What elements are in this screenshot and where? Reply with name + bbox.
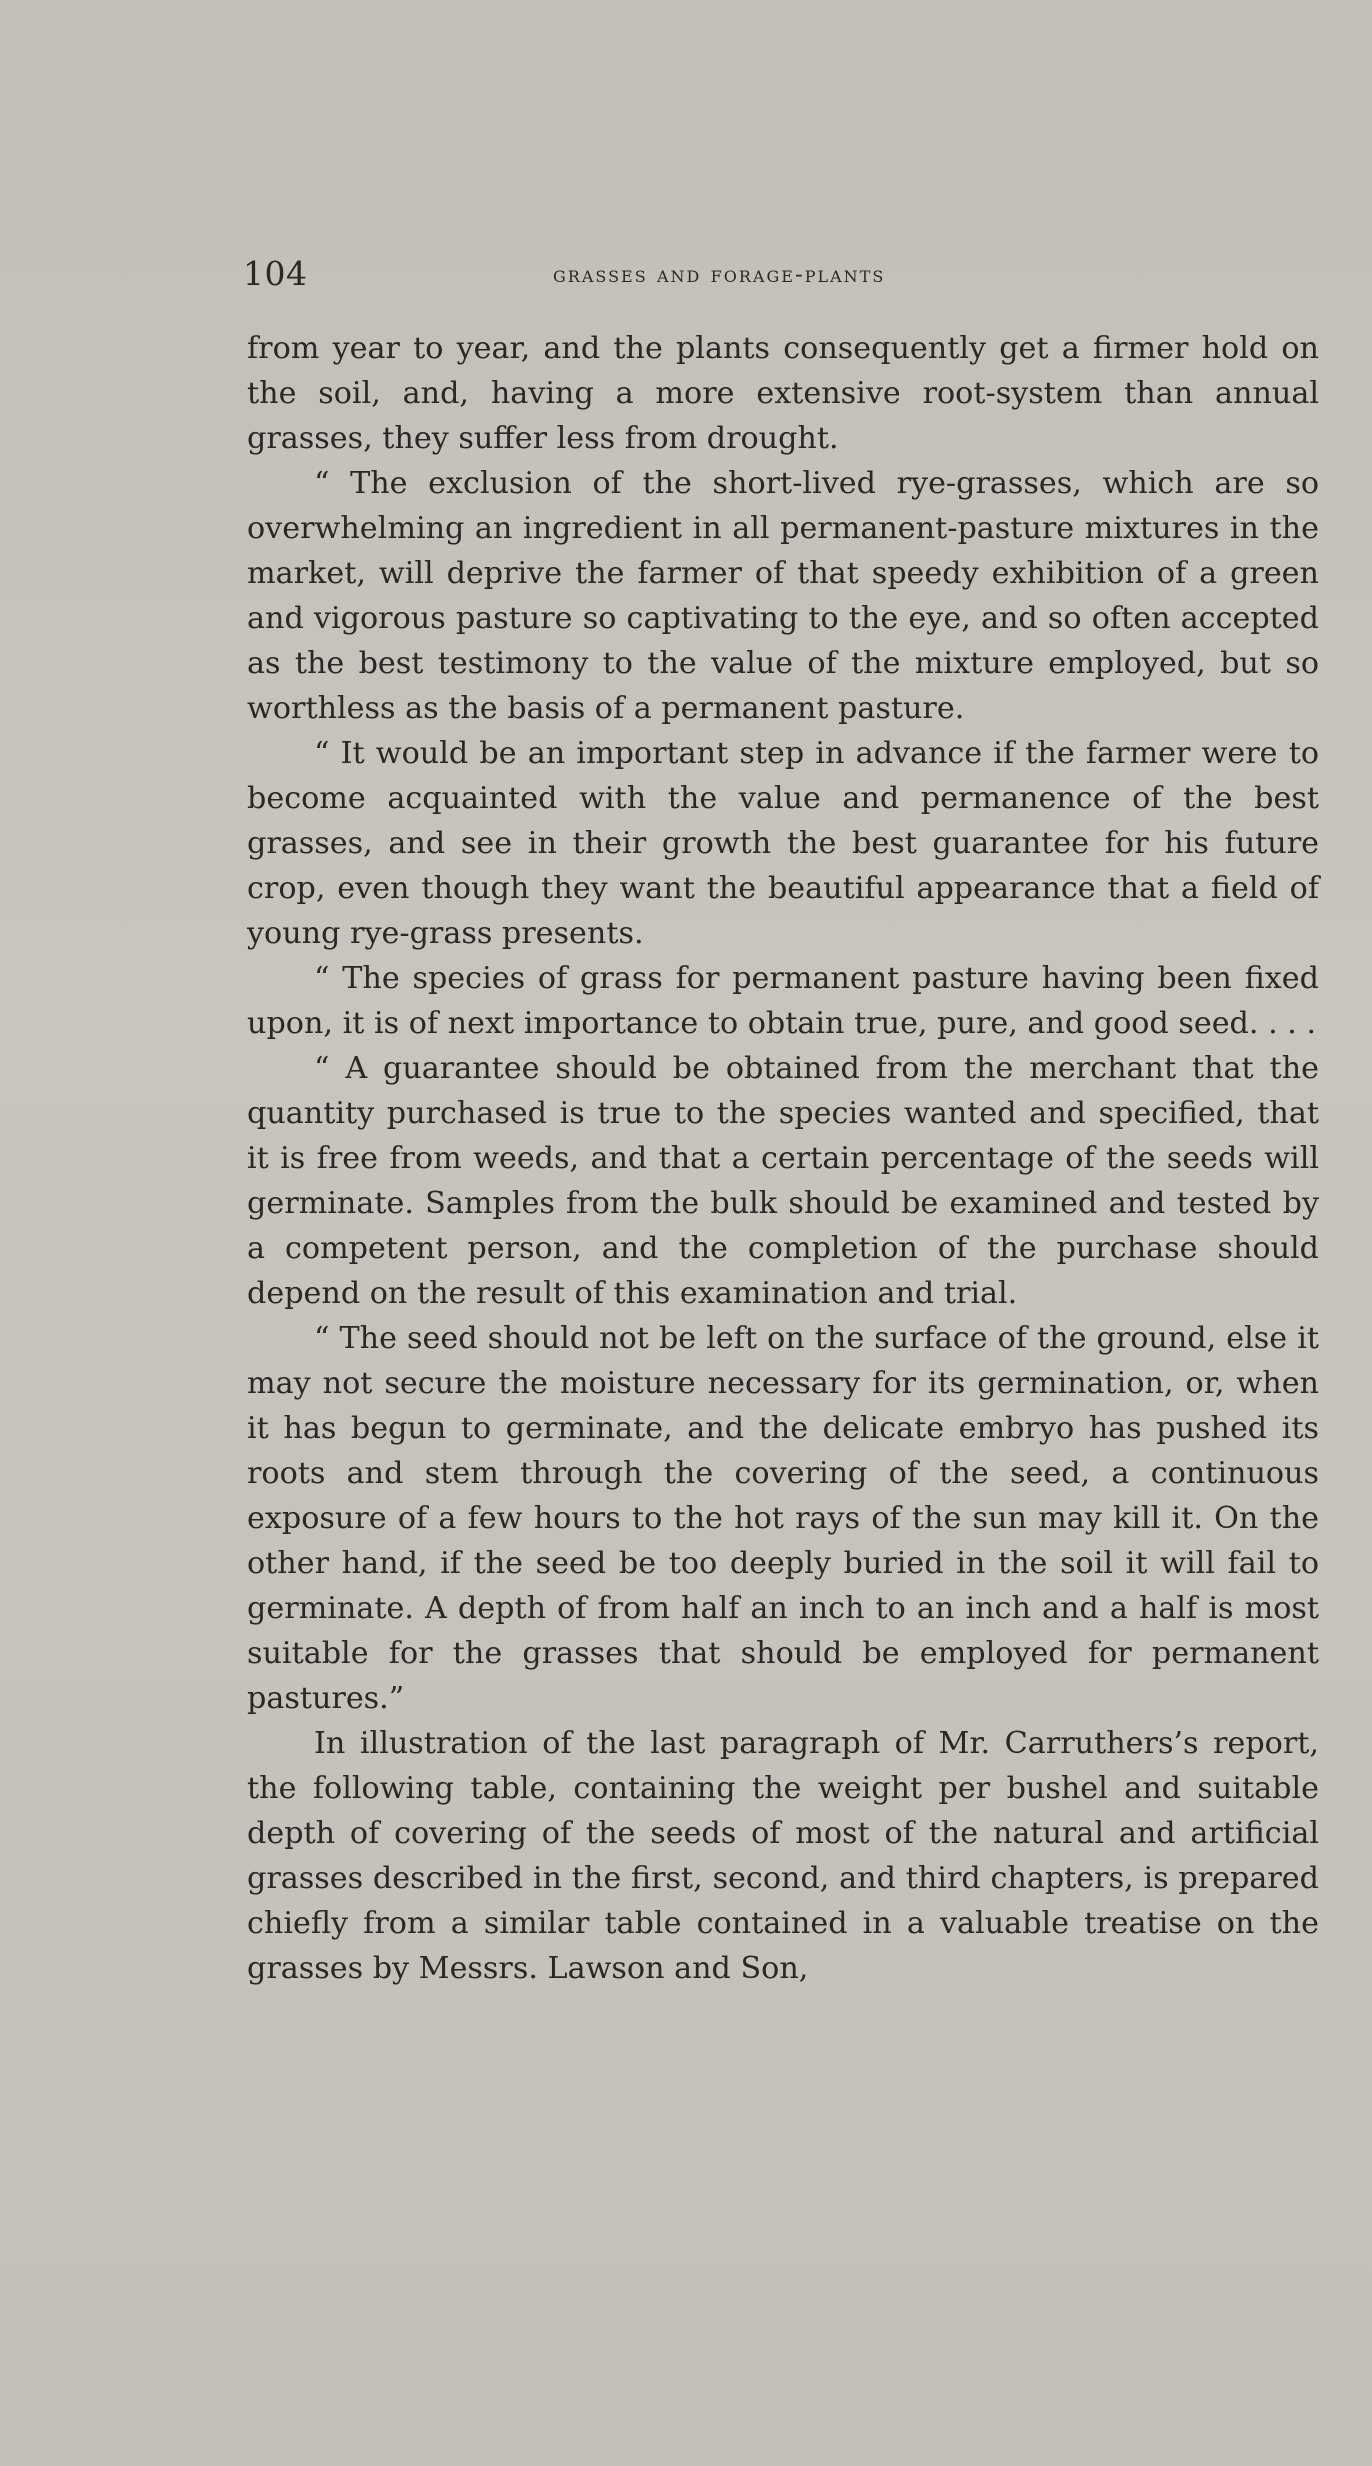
paragraph-illustration: In illustration of the last paragraph of Mr. Carruthers’s report, the following table, containing the weight per bushel and suitable depth of covering of the seeds of most of the natural and artificial grasses described in the first, second, and third chapters, is prepared chiefly from a similar table contained in a valuable treatise on the grasses by Messrs. Lawson and Son, (247, 1726, 1319, 1986)
paragraph-quote-exclusion: “ The exclusion of the short-lived rye-grasses, which are so overwhelming an ingredient in all permanent-pasture mixtures in the market, will deprive the farmer of that speedy exhibition of a green and vigorous pasture so captivating to the eye, and so often accepted as the best testimony to the value of the mixture employed, but so worthless as the basis of a permanent pasture. (247, 466, 1319, 726)
page-number: 104 (243, 254, 308, 293)
paragraph-quote-seed: “ The seed should not be left on the surface of the ground, else it may not secure the moisture necessary for its germination, or, when it has begun to germinate, and the delicate embryo has pushed its roots and stem through the covering of the seed, a continuous exposure of a few hours to the hot rays of the sun may kill it. On the other hand, if the seed be too deeply buried in the soil it will fail to germinate. A depth of from half an inch to an inch and a half is most suitable for the grasses that should be employed for permanent pastures.” (247, 1321, 1319, 1716)
paragraph-quote-guarantee: “ A guarantee should be obtained from the merchant that the quantity purchased is true to the species wanted and specified, that it is free from weeds, and that a certain percentage of the seeds will germinate. Samples from the bulk should be examined and tested by a competent person, and the completion of the purchase should depend on the result of this examination and trial. (247, 1051, 1319, 1311)
paragraph-quote-species: “ The species of grass for permanent pasture having been fixed upon, it is of next importance to obtain true, pure, and good seed. . . . (247, 961, 1319, 1041)
body-text (247, 326, 1319, 1991)
paragraph-quote-step: “ It would be an important step in advance if the farmer were to become acquainted with the value and permanence of the best grasses, and see in their growth the best guarantee for his future crop, even though they want the beautiful appearance that a field of young rye-grass presents. (247, 736, 1319, 951)
running-title: grasses and forage-plants (553, 262, 886, 288)
running-head (243, 254, 1318, 294)
paragraph-continued: from year to year, and the plants consequently get a firmer hold on the soil, and, having a more extensive root-system than annual grasses, they suffer less from drought. (247, 331, 1319, 456)
